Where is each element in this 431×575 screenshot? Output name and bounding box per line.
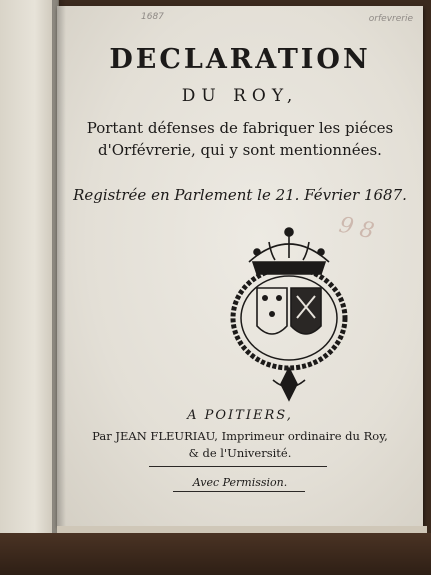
subtitle-line-1: Portant défenses de fabriquer les piéces	[86, 119, 394, 137]
title-declaration: DECLARATION	[109, 44, 371, 75]
pencil-note-left: 1687	[141, 12, 164, 22]
subtitle-line-2: d'Orfévrerie, qui y sont mentionnées.	[98, 141, 382, 159]
place-line: A POITIERS,	[187, 408, 293, 423]
printer-line-1: Par JEAN FLEURIAU, Imprimeur ordinaire du Roy,	[92, 429, 388, 443]
royal-coat-of-arms-icon	[219, 218, 359, 408]
left-page	[0, 0, 59, 548]
printer-line-2: & de l'Université.	[188, 446, 292, 460]
divider-rule-bottom	[173, 491, 305, 492]
wooden-table	[0, 533, 431, 575]
title-du-roy: DU ROY,	[181, 86, 299, 106]
title-page	[57, 6, 423, 526]
permission-line: Avec Permission.	[192, 476, 288, 489]
spine-shadow	[52, 0, 66, 548]
registration-line: Registrée en Parlement le 21. Février 1687.	[73, 186, 407, 204]
divider-rule	[149, 466, 327, 467]
page-stain: 9 8	[336, 212, 377, 245]
pencil-note-right: orfevrerie	[368, 14, 413, 24]
